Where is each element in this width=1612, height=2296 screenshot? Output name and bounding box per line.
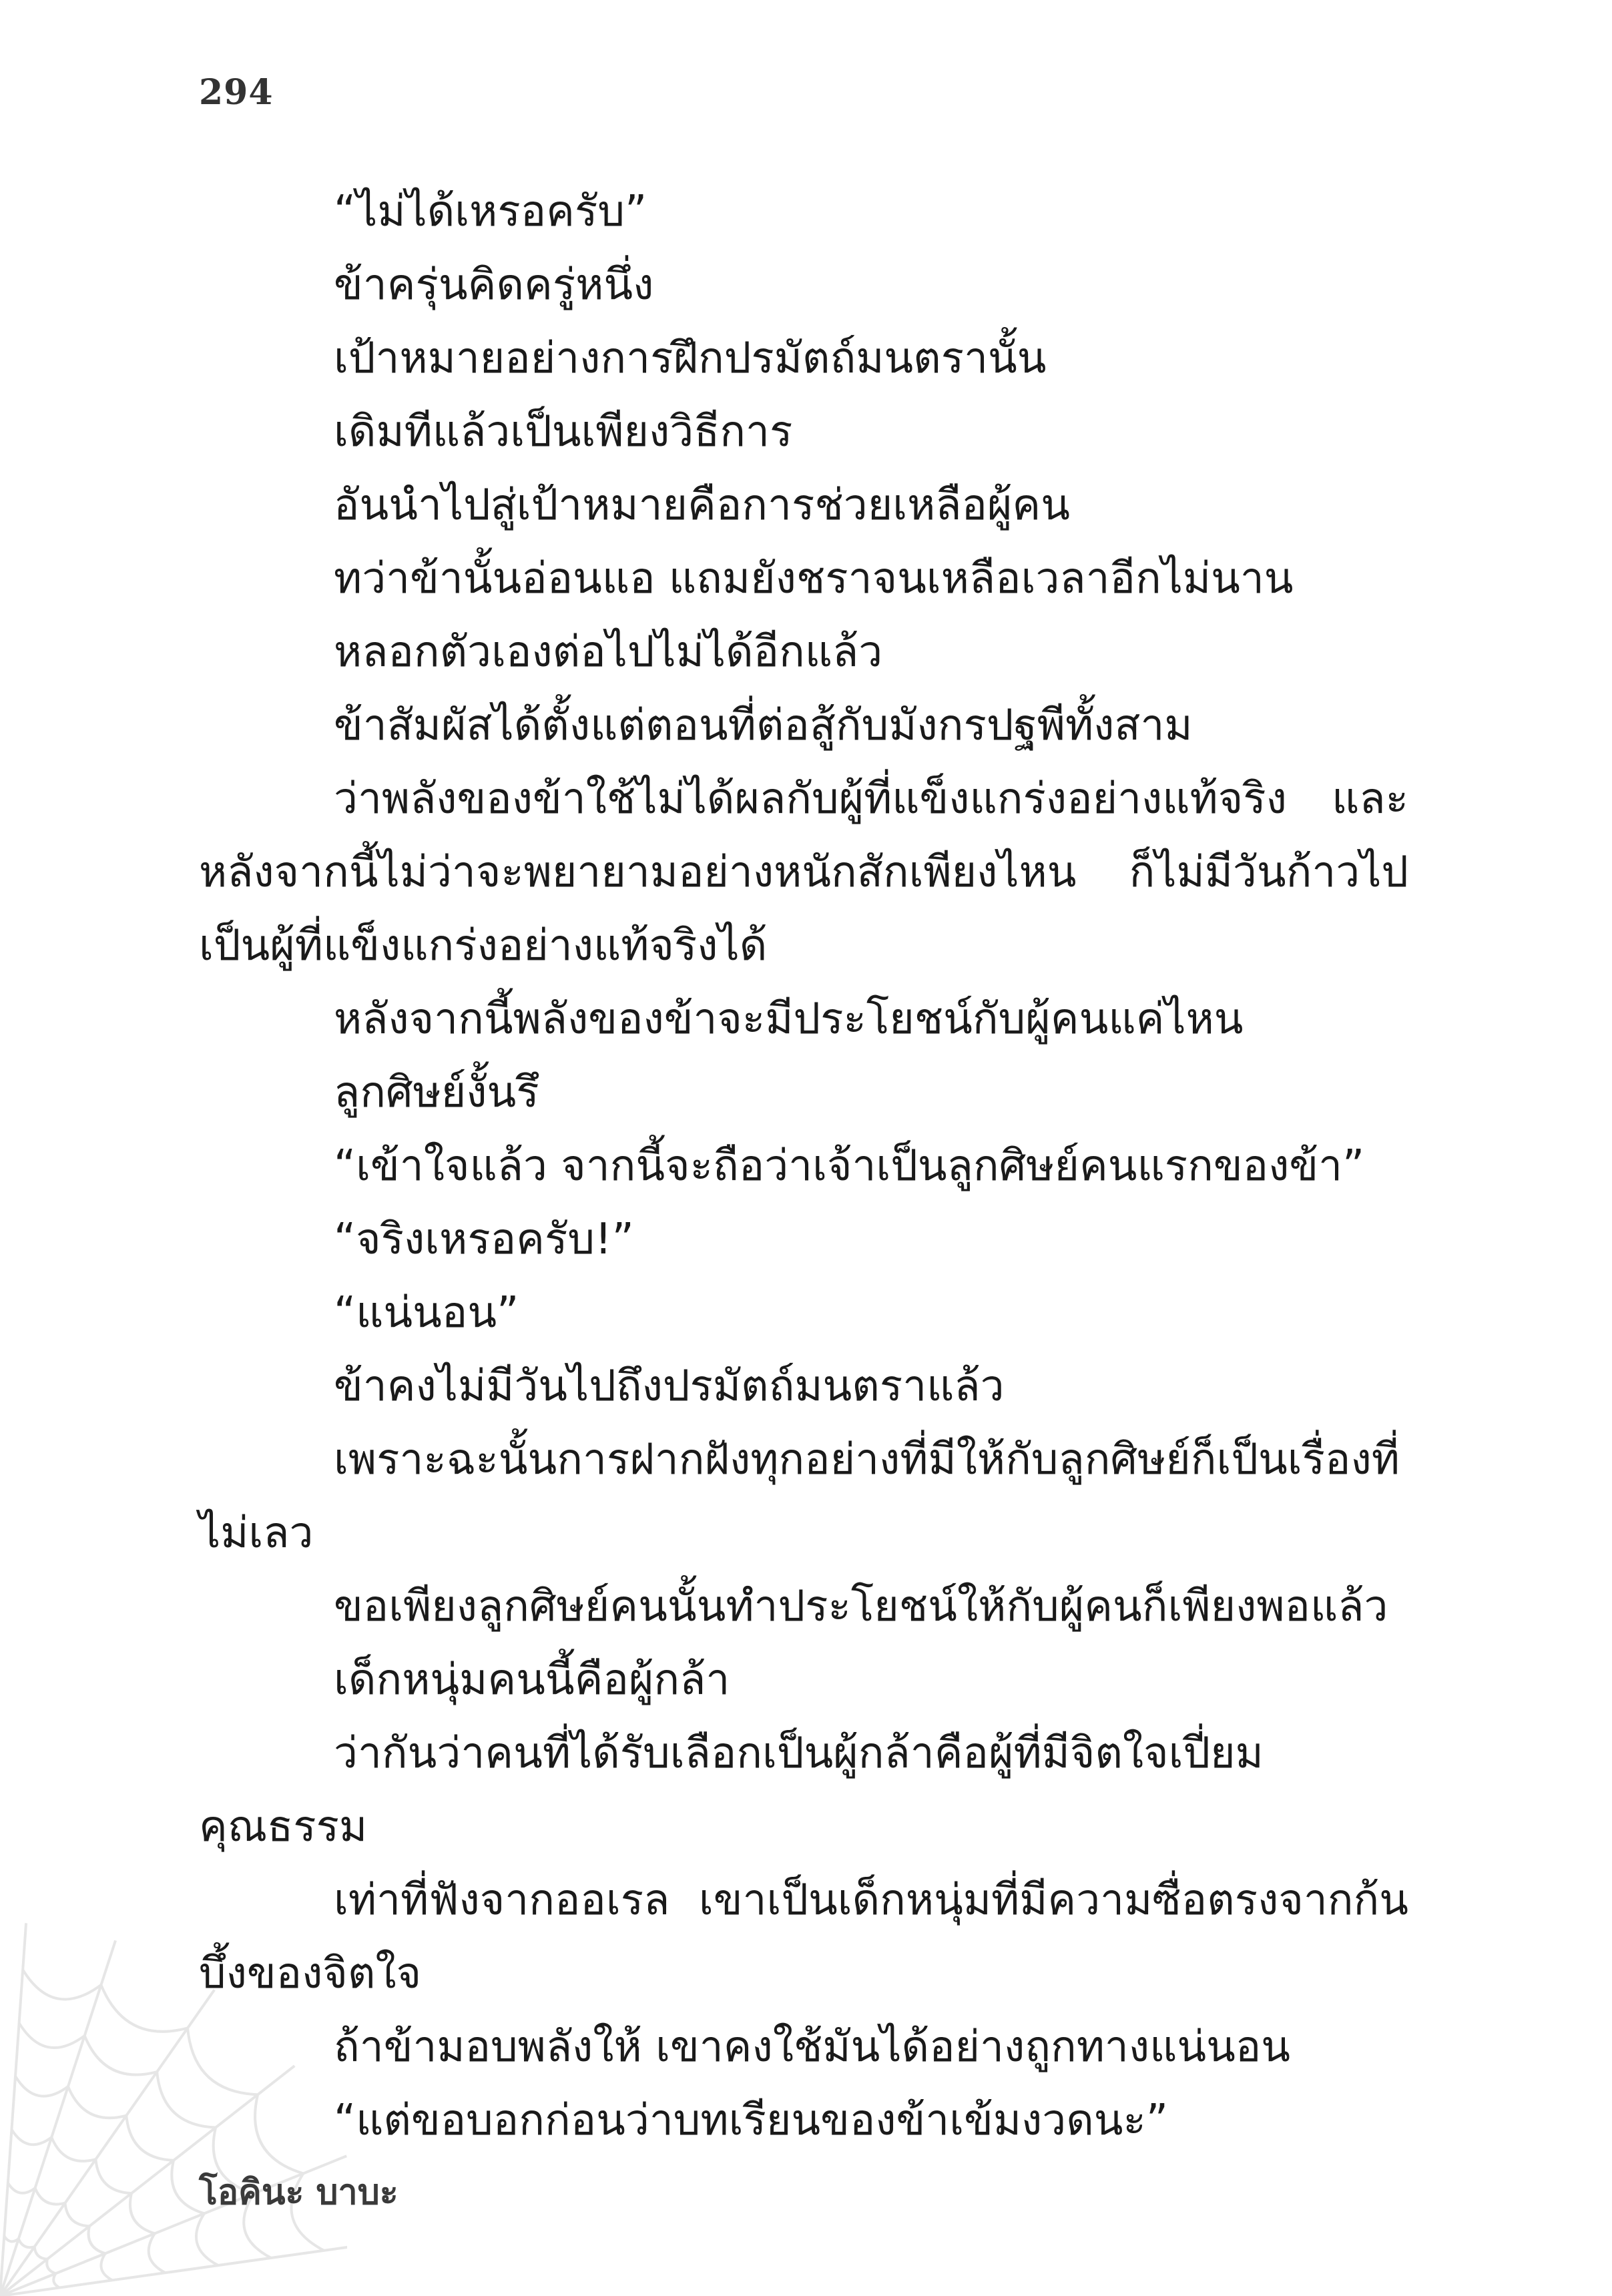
paragraph: “แต่ขอบอกก่อนว่าบทเรียนของข้าเข้มงวดนะ” [334, 2096, 1169, 2145]
paragraph: ข้าครุ่นคิดครู่หนึ่ง [334, 260, 654, 310]
paragraph: ข้าคงไม่มีวันไปถึงปรมัตถ์มนตราแล้ว [334, 1362, 1005, 1411]
paragraph: “แน่นอน” [334, 1288, 519, 1338]
paragraph: ลูกศิษย์งั้นรึ [334, 1068, 539, 1117]
web-ring [15, 2076, 218, 2265]
paragraph: ทว่าข้านั้นอ่อนแอ แถมยังชราจนเหลือเวลาอีกไม่นาน [334, 554, 1294, 603]
paragraph: ขอเพียงลูกศิษย์คนนั้นทำประโยชน์ให้กับผู้คนก็เพียงพอแล้ว [334, 1582, 1388, 1631]
paragraph: “เข้าใจแล้ว จากนี้จะถือว่าเจ้าเป็นลูกศิษย์คนแรกของข้า” [334, 1141, 1365, 1191]
paragraph: ถ้าข้ามอบพลังให้ เขาคงใช้มันได้อย่างถูกทางแน่นอน [334, 2022, 1290, 2072]
paragraph: เป้าหมายอย่างการฝึกปรมัตถ์มนตรานั้น [334, 334, 1047, 383]
paragraph: เด็กหนุ่มคนนี้คือผู้กล้า [334, 1655, 730, 1705]
web-ring [19, 2023, 271, 2258]
paragraph: เดิมทีแล้วเป็นเพียงวิธีการ [334, 407, 793, 457]
paragraph: อันนำไปสู่เป้าหมายคือการช่วยเหลือผู้คน [334, 481, 1070, 530]
body-text [199, 175, 1408, 2157]
web-spoke [0, 1990, 214, 2296]
spider-web-decoration [0, 1882, 347, 2296]
footer-book-title: โอคินะ บาบะ [199, 2173, 398, 2213]
paragraph: ว่ากันว่าคนที่ได้รับเลือกเป็นผู้กล้าคือผู้ที่มีจิตใจเปี่ยมคุณธรรม [199, 1729, 1264, 1851]
paragraph: หลอกตัวเองต่อไปไม่ได้อีกแล้ว [334, 627, 883, 677]
web-spoke [0, 2244, 347, 2296]
paragraph: เพราะฉะนั้นการฝากฝังทุกอย่างที่มีให้กับลูกศิษย์ก็เป็นเรื่องที่ไม่เลว [199, 1435, 1400, 1558]
web-ring [8, 2183, 112, 2280]
paragraph: ข้าสัมผัสได้ตั้งแต่ตอนที่ต่อสู้กับมังกรปฐพีทั้งสาม [334, 701, 1193, 750]
web-spoke [0, 1940, 115, 2296]
paragraph: ว่าพลังของข้าใช้ไม่ได้ผลกับผู้ที่แข็งแกร่งอย่างแท้จริง และหลังจากนี้ไม่ว่าจะพยายามอย่างหนักสักเพียงไหน ก็ไม่มีวันก้าวไปเป็นผู้ที่แข็งแกร่งอย่างแท้จริงได้ [199, 774, 1408, 970]
page-number: 294 [199, 72, 274, 113]
paragraph: “จริงเหรอครับ!” [334, 1215, 634, 1264]
paragraph: หลังจากนี้พลังของข้าจะมีประโยชน์กับผู้คนแค่ไหน [334, 994, 1244, 1044]
paragraph: เท่าที่ฟังจากออเรล เขาเป็นเด็กหนุ่มที่มีความซื่อตรงจากก้นบึ้งของจิตใจ [199, 1876, 1408, 1998]
paragraph: “ไม่ได้เหรอครับ” [334, 187, 647, 236]
